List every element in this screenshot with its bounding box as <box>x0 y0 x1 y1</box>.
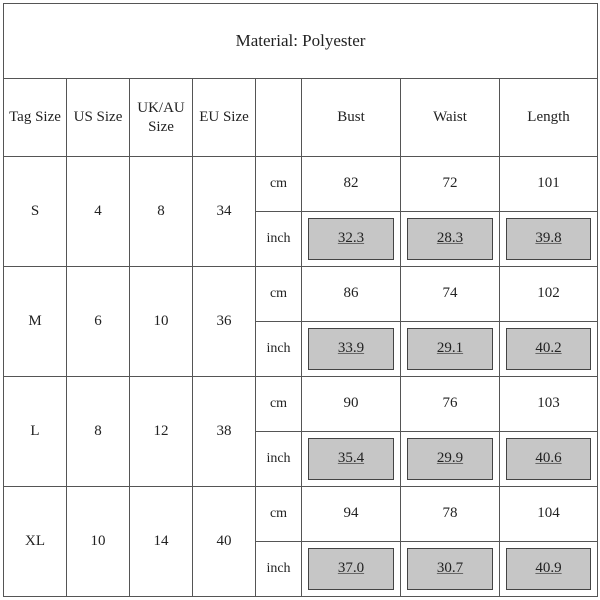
bust-inch-cell <box>302 321 401 376</box>
length-inch-value: 39.8 <box>535 230 562 247</box>
length-inch-cell <box>500 321 598 376</box>
eu-size-cell: 36 <box>193 266 256 376</box>
header-length: Length <box>500 79 598 156</box>
waist-inch-value: 28.3 <box>436 230 464 247</box>
bust-inch-cell <box>302 431 401 486</box>
tag-size-cell: XL <box>4 486 67 596</box>
length-cm-cell: 103 <box>500 376 598 431</box>
bust-cm-cell: 94 <box>302 486 401 541</box>
bust-cm-cell: 90 <box>302 376 401 431</box>
header-bust: Bust <box>302 79 401 156</box>
bust-inch-cell <box>302 211 401 266</box>
table-row <box>4 486 598 541</box>
waist-inch-value: 29.9 <box>436 450 464 467</box>
uk-au-size-cell: 14 <box>130 486 193 596</box>
us-size-cell: 8 <box>67 376 130 486</box>
uk-au-size-cell: 8 <box>130 156 193 266</box>
length-inch-value: 40.2 <box>535 340 562 357</box>
unit-cm-cell: cm <box>256 376 302 431</box>
tag-size-cell: M <box>4 266 67 376</box>
header-waist: Waist <box>401 79 500 156</box>
us-size-cell: 6 <box>67 266 130 376</box>
unit-inch-cell: inch <box>256 431 302 486</box>
waist-inch-cell <box>401 211 500 266</box>
length-inch-value: 40.6 <box>535 450 562 467</box>
tag-size-cell: S <box>4 156 67 266</box>
waist-inch-value: 30.7 <box>436 560 464 577</box>
waist-inch-cell <box>401 321 500 376</box>
eu-size-cell: 34 <box>193 156 256 266</box>
table-row <box>4 266 598 321</box>
length-inch-cell <box>500 431 598 486</box>
waist-cm-cell: 78 <box>401 486 500 541</box>
unit-inch-cell: inch <box>256 321 302 376</box>
bust-inch-value: 37.0 <box>337 560 365 577</box>
size-chart-table <box>3 3 598 597</box>
waist-cm-cell: 74 <box>401 266 500 321</box>
bust-inch-cell <box>302 541 401 596</box>
eu-size-cell: 40 <box>193 486 256 596</box>
header-unit <box>256 79 302 156</box>
waist-inch-cell <box>401 541 500 596</box>
header-us-size: US Size <box>67 79 130 156</box>
unit-cm-cell: cm <box>256 266 302 321</box>
bust-cm-cell: 82 <box>302 156 401 211</box>
size-chart-container <box>3 3 597 597</box>
length-cm-cell: 104 <box>500 486 598 541</box>
header-uk-au-size <box>130 79 193 156</box>
bust-inch-value: 33.9 <box>337 340 365 357</box>
uk-au-size-cell: 10 <box>130 266 193 376</box>
waist-cm-cell: 76 <box>401 376 500 431</box>
waist-cm-cell: 72 <box>401 156 500 211</box>
length-inch-cell <box>500 211 598 266</box>
table-row <box>4 156 598 211</box>
table-row <box>4 376 598 431</box>
tag-size-cell: L <box>4 376 67 486</box>
unit-cm-cell: cm <box>256 486 302 541</box>
table-title: Material: Polyester <box>4 4 598 79</box>
header-tag-size: Tag Size <box>4 79 67 156</box>
unit-cm-cell: cm <box>256 156 302 211</box>
waist-inch-cell <box>401 431 500 486</box>
unit-inch-cell: inch <box>256 211 302 266</box>
header-row <box>4 79 598 156</box>
us-size-cell: 4 <box>67 156 130 266</box>
length-cm-cell: 101 <box>500 156 598 211</box>
header-uk-au-line1: UK/AU <box>137 99 185 116</box>
bust-inch-value: 35.4 <box>337 450 365 467</box>
eu-size-cell: 38 <box>193 376 256 486</box>
us-size-cell: 10 <box>67 486 130 596</box>
waist-inch-value: 29.1 <box>436 340 464 357</box>
header-eu-size: EU Size <box>193 79 256 156</box>
length-inch-cell <box>500 541 598 596</box>
length-cm-cell: 102 <box>500 266 598 321</box>
length-inch-value: 40.9 <box>535 560 562 577</box>
header-uk-au-line2: Size <box>148 118 174 135</box>
bust-cm-cell: 86 <box>302 266 401 321</box>
unit-inch-cell: inch <box>256 541 302 596</box>
bust-inch-value: 32.3 <box>337 230 365 247</box>
uk-au-size-cell: 12 <box>130 376 193 486</box>
